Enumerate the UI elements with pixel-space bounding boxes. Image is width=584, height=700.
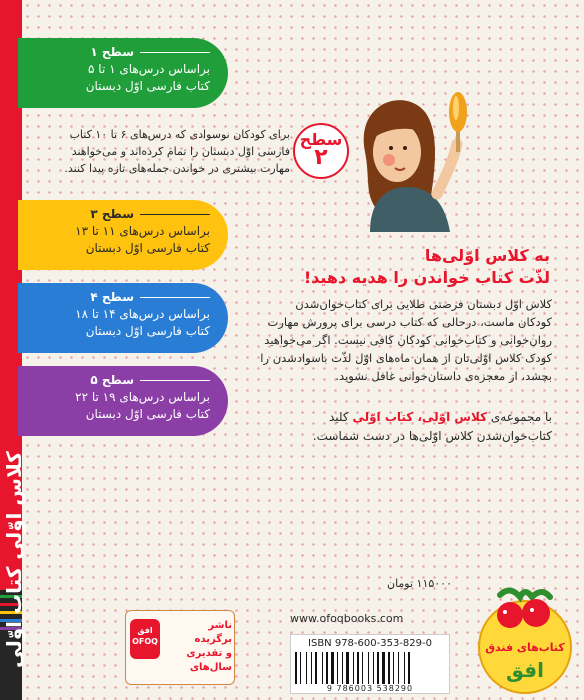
barcode-bar [344,652,345,684]
ofoq-logo-icon [130,619,160,659]
spine-title: کلاس اوّلی کتاب اوّلی [2,451,26,669]
level-5-title: سطح ۵ [90,373,134,387]
barcode-bar [346,652,349,684]
level-2-description [18,126,290,177]
barcode-bar [298,652,299,684]
barcode-bar [370,652,372,684]
series-logo-title: کتاب‌های فندق [485,641,565,654]
isbn-label: ISBN 978-600-353-829-0 [308,638,432,649]
body-paragraph [228,295,552,385]
barcode-bar [400,652,403,684]
level-2-badge [293,123,349,179]
barcode-graphic [295,652,445,684]
publisher-line4: سال‌های [189,662,232,673]
barcode-bar [331,652,334,684]
isbn-barcode-box [290,634,450,694]
headline-line1: به کلاس اوّلی‌ها [424,246,550,265]
level-5-line2: کتاب فارسی اوّل دبستان [85,407,210,421]
barcode-bar [388,652,390,684]
level-1-line1: براساس درس‌های ۱ تا ۵ [88,62,210,76]
barcode-bar [404,652,405,684]
level-2-line1: برای کودکان نوسوادی که درس‌های ۶ تا ۱۰ کتاب [69,128,290,141]
barcode-bar [391,652,392,684]
barcode-bar [377,652,379,684]
barcode-bar [360,652,361,684]
barcode-bar [393,652,394,684]
current-level-block [18,118,358,190]
barcode-bar [411,652,412,684]
barcode-bar [353,652,354,684]
barcode-bar [300,652,301,684]
barcode-bar [326,652,328,684]
barcode-bar [406,652,407,684]
level-2-badge-label: سطح [299,130,343,149]
website-url: www.ofoqbooks.com [290,612,404,625]
series-name-highlight: کلاس اوّلی، کتاب اوّلی [352,410,488,424]
barcode-bar [373,652,374,684]
barcode-bar [308,652,310,684]
publisher-logo-text: افق [137,626,153,635]
level-5-tab [18,366,228,436]
barcode-bar [395,652,397,684]
publisher-award-box [125,610,235,685]
fandogh-series-logo [470,585,580,697]
level-2-line3: مهارت بیشتری در خواندن جمله‌های تازه پیدا کنند. [64,162,290,175]
barcode-bar [329,652,330,684]
barcode-bar [302,652,305,684]
barcode-bar [408,652,410,684]
barcode-bar [306,652,307,684]
barcode-bar [355,652,356,684]
level-4-line1: براساس درس‌های ۱۴ تا ۱۸ [75,307,210,321]
barcode-bar [398,652,399,684]
body-line4: کودک کلاس اوّلی‌تان از همان ماه‌های اوّل لذّت باسواد‌شدن را [260,351,552,365]
price-label: ۱۱۵۰۰۰ تومان [386,577,452,590]
publisher-logo-sub: OFOQ [132,637,158,646]
barcode-bar [342,652,343,684]
girl-with-popsicle-illustration [345,82,475,232]
publisher-line1: ناشر [208,620,232,631]
body-line2: کودکان ماست، درحالی که کتاب درسی برای پرورش مهارت [267,315,552,329]
series-logo-brand: افق [506,658,544,682]
level-4-title: سطح ۴ [90,290,134,304]
barcode-bar [350,652,352,684]
level-3-line1: براساس درس‌های ۱۱ تا ۱۳ [75,224,210,238]
barcode-bar [368,652,369,684]
barcode-bar [357,652,359,684]
barcode-bar [364,652,367,684]
barcode-bar [311,652,312,684]
closing-post: کلید [329,410,349,424]
barcode-bar [313,652,314,684]
publisher-line2: برگزیده [194,634,232,645]
body-line5: بچشد، از معجزه‌ی داستان‌خوانی غافل نشوید. [335,369,552,383]
barcode-bar [295,652,297,684]
level-2-line2: فارسی اوّل دبستان را تمام کرده‌اند و می‌خواهند [71,145,290,158]
barcode-digits: 9 786003 538290 [326,684,414,693]
barcode-bar [375,652,376,684]
barcode-bar [322,652,323,684]
closing-paragraph [228,408,552,446]
publisher-award-text [162,619,232,675]
barcode-bar [386,652,387,684]
barcode-bar [318,652,321,684]
level-5-line1: براساس درس‌های ۱۹ تا ۲۲ [75,390,210,404]
barcode-bar [337,652,338,684]
headline-line2: لذّت کتاب خواندن را هدیه دهید! [303,268,550,287]
publisher-line3: و تقدیری [186,648,232,659]
barcode-bar [335,652,336,684]
closing-pre: با مجموعه‌ی [490,410,552,424]
level-3-tab [18,200,228,270]
barcode-bar [339,652,341,684]
barcode-bar [382,652,385,684]
level-1-line2: کتاب فارسی اوّل دبستان [85,79,210,93]
body-line3: روان‌خوانی و کتاب‌خوانی کودکان کافی نیست. اگر می‌خواهید [264,333,552,347]
level-2-badge-number: ۲ [314,145,328,170]
barcode-bar [380,652,381,684]
barcode-bar [315,652,317,684]
closing-line2: کتاب‌خوان‌شدن کلاس اوّلی‌ها در دست شماست. [312,429,552,443]
barcode-bar [362,652,363,684]
barcode-bar [324,652,325,684]
level-4-tab [18,283,228,353]
level-1-title: سطح ۱ [90,45,134,59]
level-1-tab [18,38,228,108]
level-3-line2: کتاب فارسی اوّل دبستان [85,241,210,255]
level-3-title: سطح ۳ [90,207,134,221]
level-4-line2: کتاب فارسی اوّل دبستان [85,324,210,338]
headline [240,245,550,289]
body-line1: کلاس اوّل دبستان فرصتی طلایی برای کتاب‌خوان‌شدن [295,297,552,311]
